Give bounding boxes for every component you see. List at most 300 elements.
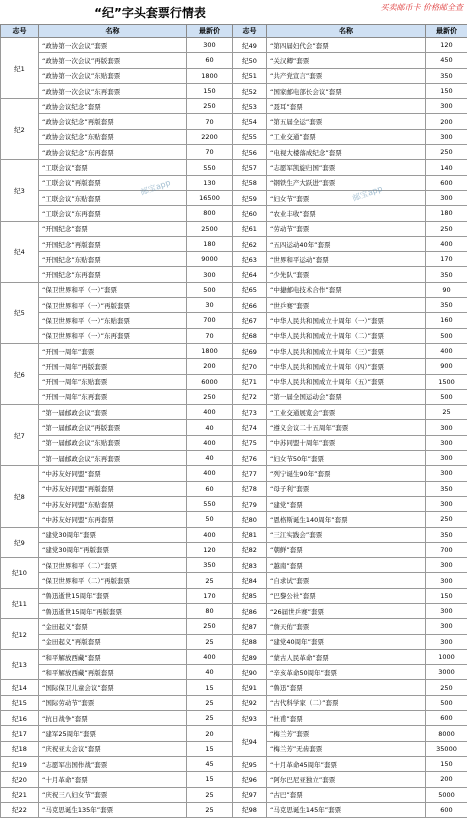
item-price-right: 140: [426, 160, 467, 175]
item-price-right: 600: [426, 711, 467, 726]
item-name-right: “国家邮电部长会议”套票: [267, 83, 426, 98]
item-price-right: 700: [426, 542, 467, 557]
item-name-left: “保卫世界和平（二）”再版套票: [39, 573, 187, 588]
group-number-left: 纪16: [1, 711, 39, 726]
item-name-left: “志愿军出国作战”套票: [39, 756, 187, 771]
item-name-left: “第一届邮政会议”再版套票: [39, 420, 187, 435]
item-price-right: 450: [426, 53, 467, 68]
item-price-right: 150: [426, 756, 467, 771]
item-price-right: 250: [426, 221, 467, 236]
item-price-left: 25: [187, 787, 233, 802]
table-row: [1, 328, 467, 343]
item-name-left: “马克思诞生135年”套票: [39, 802, 187, 817]
item-price-left: 120: [187, 542, 233, 557]
group-number-left: 纪11: [1, 588, 39, 619]
item-price-right: 200: [426, 772, 467, 787]
item-price-left: 400: [187, 405, 233, 420]
item-price-right: 350: [426, 267, 467, 282]
item-name-left: “政协会议纪念”东再套票: [39, 145, 187, 160]
item-price-right: 150: [426, 83, 467, 98]
item-name-right: “梅兰芳”套票: [267, 726, 426, 741]
group-number-right: 纪72: [233, 389, 267, 404]
group-number-right: 纪61: [233, 221, 267, 236]
group-number-left: 纪15: [1, 695, 39, 710]
table-row: [1, 298, 467, 313]
group-number-right: 纪64: [233, 267, 267, 282]
group-number-right: 纪68: [233, 328, 267, 343]
group-number-left: 纪18: [1, 741, 39, 756]
item-price-left: 9000: [187, 252, 233, 267]
group-number-left: 纪6: [1, 343, 39, 404]
group-number-right: 纪79: [233, 496, 267, 511]
item-price-left: 2200: [187, 129, 233, 144]
item-price-left: 25: [187, 695, 233, 710]
item-name-right: “工业交通”套票: [267, 129, 426, 144]
item-price-right: 90: [426, 282, 467, 297]
item-price-right: 300: [426, 420, 467, 435]
table-row: [1, 313, 467, 328]
item-name-left: “抗日战争”套票: [39, 711, 187, 726]
item-price-left: 170: [187, 588, 233, 603]
item-name-left: “建党30周年”套票: [39, 527, 187, 542]
group-number-left: 纪9: [1, 527, 39, 558]
item-price-right: 300: [426, 466, 467, 481]
group-number-left: 纪14: [1, 680, 39, 695]
table-row: [1, 83, 467, 98]
header-price-right: 最新价: [426, 25, 467, 38]
item-name-left: “第一届邮政会议”东贴套票: [39, 435, 187, 450]
table-row: [1, 451, 467, 466]
item-price-left: 15: [187, 772, 233, 787]
table-row: [1, 558, 467, 573]
item-name-left: “工联会议”再版套票: [39, 175, 187, 190]
item-price-left: 200: [187, 359, 233, 374]
table-row: [1, 711, 467, 726]
group-number-right: 纪78: [233, 481, 267, 496]
group-number-right: 纪84: [233, 573, 267, 588]
item-name-left: “十月革命”套票: [39, 772, 187, 787]
item-price-left: 70: [187, 328, 233, 343]
table-header-row: [1, 25, 467, 38]
item-name-left: “建党30周年”再版套票: [39, 542, 187, 557]
item-name-left: “中苏友好同盟”东贴套票: [39, 496, 187, 511]
item-name-left: “保卫世界和平（一）”东贴套票: [39, 313, 187, 328]
item-name-right: “第一届全国运动会”套票: [267, 389, 426, 404]
item-name-left: “开国一周年”再版套票: [39, 359, 187, 374]
table-row: [1, 496, 467, 511]
item-price-left: 400: [187, 435, 233, 450]
item-name-right: “电视大楼落成纪念”套票: [267, 145, 426, 160]
header-no-right: 志号: [233, 25, 267, 38]
table-row: [1, 420, 467, 435]
group-number-right: 纪87: [233, 619, 267, 634]
table-row: [1, 53, 467, 68]
item-price-left: 40: [187, 665, 233, 680]
group-number-right: 纪66: [233, 298, 267, 313]
group-number-right: 纪93: [233, 711, 267, 726]
item-price-left: 45: [187, 756, 233, 771]
item-name-right: “世界和平运动”套票: [267, 252, 426, 267]
table-row: [1, 756, 467, 771]
item-name-right: “中华人民共和国成立十周年（一）”套票: [267, 313, 426, 328]
item-name-right: “工业交通展览会”套票: [267, 405, 426, 420]
item-price-left: 40: [187, 420, 233, 435]
item-price-left: 2500: [187, 221, 233, 236]
item-price-left: 300: [187, 267, 233, 282]
group-number-right: 纪95: [233, 756, 267, 771]
group-number-right: 纪98: [233, 802, 267, 817]
item-name-right: “第五届全运”套票: [267, 114, 426, 129]
item-price-right: 600: [426, 175, 467, 190]
item-name-left: “开国一周年”东再套票: [39, 389, 187, 404]
group-number-right: 纪83: [233, 558, 267, 573]
group-number-right: 纪77: [233, 466, 267, 481]
table-row: [1, 435, 467, 450]
item-price-right: 300: [426, 435, 467, 450]
item-name-left: “开国一周年”东贴套票: [39, 374, 187, 389]
item-price-right: 300: [426, 190, 467, 205]
item-price-left: 800: [187, 206, 233, 221]
table-row: [1, 588, 467, 603]
table-row: [1, 206, 467, 221]
item-name-right: “三江实践会”套票: [267, 527, 426, 542]
item-name-right: “中华人民共和国成立十周年（三）”套票: [267, 343, 426, 358]
item-price-right: 250: [426, 145, 467, 160]
table-row: [1, 542, 467, 557]
item-price-left: 25: [187, 802, 233, 817]
group-number-right: 纪91: [233, 680, 267, 695]
item-name-left: “保卫世界和平（一）”再版套票: [39, 298, 187, 313]
item-name-right: “列宁诞生90年”套票: [267, 466, 426, 481]
group-number-right: 纪50: [233, 53, 267, 68]
price-table: [0, 24, 467, 818]
item-name-right: “朝鲜”套票: [267, 542, 426, 557]
group-number-right: 纪81: [233, 527, 267, 542]
item-price-right: 120: [426, 38, 467, 53]
item-name-right: “中华人民共和国成立十周年（五）”套票: [267, 374, 426, 389]
item-name-right: “阿尔巴尼亚独立”套票: [267, 772, 426, 787]
table-row: [1, 665, 467, 680]
group-number-left: 纪7: [1, 405, 39, 466]
item-name-right: “詹天佑”套票: [267, 619, 426, 634]
item-price-left: 150: [187, 83, 233, 98]
item-price-right: 1500: [426, 374, 467, 389]
item-price-right: 300: [426, 99, 467, 114]
item-price-left: 16500: [187, 190, 233, 205]
table-row: [1, 267, 467, 282]
table-row: [1, 282, 467, 297]
item-name-left: “第一届邮政会议”东再套票: [39, 451, 187, 466]
item-price-right: 5000: [426, 787, 467, 802]
group-number-left: 纪13: [1, 649, 39, 680]
item-name-left: “开国纪念”东贴套票: [39, 252, 187, 267]
item-price-right: 500: [426, 695, 467, 710]
item-name-right: “马克思诞生145年”套票: [267, 802, 426, 817]
item-price-right: 35000: [426, 741, 467, 756]
title-bar: [0, 0, 467, 22]
item-price-right: 350: [426, 298, 467, 313]
item-name-left: “政协会议纪念”套票: [39, 99, 187, 114]
table-row: [1, 190, 467, 205]
table-row: [1, 405, 467, 420]
group-number-right: 纪53: [233, 99, 267, 114]
group-number-right: 纪74: [233, 420, 267, 435]
item-price-left: 70: [187, 114, 233, 129]
table-row: [1, 481, 467, 496]
item-price-left: 15: [187, 741, 233, 756]
item-name-left: “国际保卫儿童会议”套票: [39, 680, 187, 695]
item-price-right: 300: [426, 634, 467, 649]
group-number-right: 纪49: [233, 38, 267, 53]
group-number-right: 纪86: [233, 603, 267, 618]
item-price-left: 80: [187, 603, 233, 618]
item-name-right: “妇女节50年”套票: [267, 451, 426, 466]
item-name-right: “中华人民共和国成立十周年（二）”套票: [267, 328, 426, 343]
table-row: [1, 619, 467, 634]
table-row: [1, 649, 467, 664]
group-number-right: 纪51: [233, 68, 267, 83]
header-name-left: 名称: [39, 25, 187, 38]
item-name-right: “世乒赛”套票: [267, 298, 426, 313]
group-number-right: 纪92: [233, 695, 267, 710]
item-name-left: “鲁迅逝世15周年”套票: [39, 588, 187, 603]
group-number-left: 纪8: [1, 466, 39, 527]
item-name-right: “古代科学家（二）”套票: [267, 695, 426, 710]
item-price-left: 550: [187, 496, 233, 511]
item-name-left: “中苏友好同盟”再版套票: [39, 481, 187, 496]
item-name-left: “中苏友好同盟”套票: [39, 466, 187, 481]
item-price-right: 1000: [426, 649, 467, 664]
item-name-right: “巴黎公社”套票: [267, 588, 426, 603]
item-name-right: “关汉卿”套票: [267, 53, 426, 68]
table-row: [1, 160, 467, 175]
table-row: [1, 726, 467, 741]
item-name-left: “政协第一次会议”东再套票: [39, 83, 187, 98]
table-row: [1, 175, 467, 190]
item-name-left: “政协会议纪念”再版套票: [39, 114, 187, 129]
table-row: [1, 634, 467, 649]
item-name-left: “和平解放西藏”再版套票: [39, 665, 187, 680]
item-name-left: “保卫世界和平（二）”套票: [39, 558, 187, 573]
group-number-right: 纪82: [233, 542, 267, 557]
item-price-right: 300: [426, 603, 467, 618]
group-number-left: 纪20: [1, 772, 39, 787]
group-number-right: 纪67: [233, 313, 267, 328]
item-name-right: “中捷邮电技术合作”套票: [267, 282, 426, 297]
item-price-right: 500: [426, 328, 467, 343]
table-row: [1, 68, 467, 83]
item-name-left: “政协第一次会议”东贴套票: [39, 68, 187, 83]
table-row: [1, 114, 467, 129]
item-name-right: “聂耳”套票: [267, 99, 426, 114]
item-name-left: “金田起义”套票: [39, 619, 187, 634]
watermark-mid-right: 邮宝app: [351, 183, 384, 204]
item-price-left: 1800: [187, 68, 233, 83]
group-number-right: 纪70: [233, 359, 267, 374]
group-number-left: 纪22: [1, 802, 39, 817]
item-name-left: “开国纪念”东再套票: [39, 267, 187, 282]
group-number-right: 纪73: [233, 405, 267, 420]
group-number-right: 纪65: [233, 282, 267, 297]
item-name-right: “母子利”套票: [267, 481, 426, 496]
item-price-left: 25: [187, 573, 233, 588]
item-name-left: “工联会议”东贴套票: [39, 190, 187, 205]
item-price-right: 900: [426, 359, 467, 374]
item-name-right: “建党”套票: [267, 496, 426, 511]
table-row: [1, 802, 467, 817]
page-title: “纪”字头套票行情表: [0, 4, 300, 21]
item-name-right: “遵义会议二十五周年”套票: [267, 420, 426, 435]
item-name-right: “蒙古人民革命”套票: [267, 649, 426, 664]
header-price-left: 最新价: [187, 25, 233, 38]
item-price-left: 25: [187, 634, 233, 649]
item-price-right: 300: [426, 619, 467, 634]
group-number-left: 纪5: [1, 282, 39, 343]
table-row: [1, 236, 467, 251]
item-price-right: 300: [426, 129, 467, 144]
item-price-left: 70: [187, 145, 233, 160]
item-price-right: 300: [426, 573, 467, 588]
item-name-right: “26届世乒赛”套票: [267, 603, 426, 618]
item-price-right: 600: [426, 802, 467, 817]
table-row: [1, 512, 467, 527]
item-price-right: 8000: [426, 726, 467, 741]
group-number-right: 纪56: [233, 145, 267, 160]
group-number-left: 纪12: [1, 619, 39, 650]
item-name-left: “工联会议”东再套票: [39, 206, 187, 221]
item-name-right: “十月革命45周年”套票: [267, 756, 426, 771]
table-row: [1, 573, 467, 588]
item-name-right: “共产党宣言”套票: [267, 68, 426, 83]
item-price-left: 1800: [187, 343, 233, 358]
table-row: [1, 787, 467, 802]
group-number-right: 纪57: [233, 160, 267, 175]
group-number-left: 纪10: [1, 558, 39, 589]
item-price-left: 60: [187, 53, 233, 68]
group-number-right: 纪55: [233, 129, 267, 144]
group-number-right: 纪97: [233, 787, 267, 802]
group-number-left: 纪21: [1, 787, 39, 802]
item-price-left: 40: [187, 451, 233, 466]
item-name-left: “国际劳动节”套票: [39, 695, 187, 710]
item-name-right: “钢铁生产大跃进”套票: [267, 175, 426, 190]
item-name-left: “中苏友好同盟”东再套票: [39, 512, 187, 527]
table-row: [1, 389, 467, 404]
item-price-right: 3000: [426, 665, 467, 680]
item-price-right: 300: [426, 451, 467, 466]
item-price-left: 50: [187, 512, 233, 527]
item-price-right: 400: [426, 343, 467, 358]
group-number-right: 纪58: [233, 175, 267, 190]
group-number-right: 纪60: [233, 206, 267, 221]
item-price-right: 160: [426, 313, 467, 328]
item-price-left: 30: [187, 298, 233, 313]
item-name-left: “工联会议”套票: [39, 160, 187, 175]
item-price-right: 350: [426, 68, 467, 83]
item-price-left: 400: [187, 466, 233, 481]
item-price-left: 130: [187, 175, 233, 190]
item-name-right: “杜甫”套票: [267, 711, 426, 726]
item-name-left: “保卫世界和平（一）”套票: [39, 282, 187, 297]
table-row: [1, 374, 467, 389]
item-name-right: “五四运动40年”套票: [267, 236, 426, 251]
item-name-left: “政协第一次会议”套票: [39, 38, 187, 53]
item-name-right: “妇女节”套票: [267, 190, 426, 205]
item-name-left: “和平解放西藏”套票: [39, 649, 187, 664]
item-price-right: 500: [426, 389, 467, 404]
table-row: [1, 466, 467, 481]
item-price-left: 500: [187, 282, 233, 297]
item-price-right: 250: [426, 680, 467, 695]
group-number-left: 纪1: [1, 38, 39, 99]
item-name-left: “开国一周年”套票: [39, 343, 187, 358]
group-number-right: 纪52: [233, 83, 267, 98]
item-name-left: “政协第一次会议”再版套票: [39, 53, 187, 68]
item-name-right: “第四届妇代会”套票: [267, 38, 426, 53]
item-price-left: 400: [187, 527, 233, 542]
item-name-right: “农业丰收”套票: [267, 206, 426, 221]
item-price-left: 550: [187, 160, 233, 175]
item-price-left: 25: [187, 711, 233, 726]
item-name-right: “少先队”套票: [267, 267, 426, 282]
item-price-left: 180: [187, 236, 233, 251]
item-price-right: 400: [426, 236, 467, 251]
item-price-left: 300: [187, 38, 233, 53]
watermark-mid-left: 邮宝app: [139, 177, 172, 198]
item-name-left: “开国纪念”套票: [39, 221, 187, 236]
item-name-left: “庆祝三八妇女节”套票: [39, 787, 187, 802]
item-name-right: “志愿军凯旋归国”套票: [267, 160, 426, 175]
item-price-left: 15: [187, 680, 233, 695]
group-number-left: 纪2: [1, 99, 39, 160]
item-name-right: “建党40周年”套票: [267, 634, 426, 649]
group-number-right: 纪96: [233, 772, 267, 787]
group-number-right: 纪94: [233, 726, 267, 757]
item-price-right: 180: [426, 206, 467, 221]
item-name-right: “恩格斯诞生140周年”套票: [267, 512, 426, 527]
table-row: [1, 99, 467, 114]
group-number-left: 纪17: [1, 726, 39, 741]
table-row: [1, 527, 467, 542]
group-number-right: 纪54: [233, 114, 267, 129]
item-name-right: “中华人民共和国成立十周年（四）”套票: [267, 359, 426, 374]
table-row: [1, 145, 467, 160]
table-row: [1, 359, 467, 374]
item-name-left: “建军25周年”套票: [39, 726, 187, 741]
group-number-left: 纪3: [1, 160, 39, 221]
group-number-right: 纪71: [233, 374, 267, 389]
item-name-right: “梅兰芳”无齿套票: [267, 741, 426, 756]
table-row: [1, 38, 467, 53]
item-name-left: “庆祝亚太会议”套票: [39, 741, 187, 756]
item-name-left: “金田起义”再版套票: [39, 634, 187, 649]
item-price-right: 150: [426, 588, 467, 603]
item-name-right: “自求试”套票: [267, 573, 426, 588]
item-price-right: 300: [426, 496, 467, 511]
watermark-top: 买卖邮币卡 价格邮全查: [380, 2, 463, 13]
item-price-right: 350: [426, 481, 467, 496]
table-row: [1, 221, 467, 236]
group-number-right: 纪80: [233, 512, 267, 527]
item-price-left: 6000: [187, 374, 233, 389]
header-no-left: 志号: [1, 25, 39, 38]
item-name-left: “第一届邮政会议”套票: [39, 405, 187, 420]
item-name-right: “劳动节”套票: [267, 221, 426, 236]
item-price-left: 60: [187, 481, 233, 496]
item-name-left: “政协会议纪念”东贴套票: [39, 129, 187, 144]
table-row: [1, 603, 467, 618]
group-number-left: 纪4: [1, 221, 39, 282]
